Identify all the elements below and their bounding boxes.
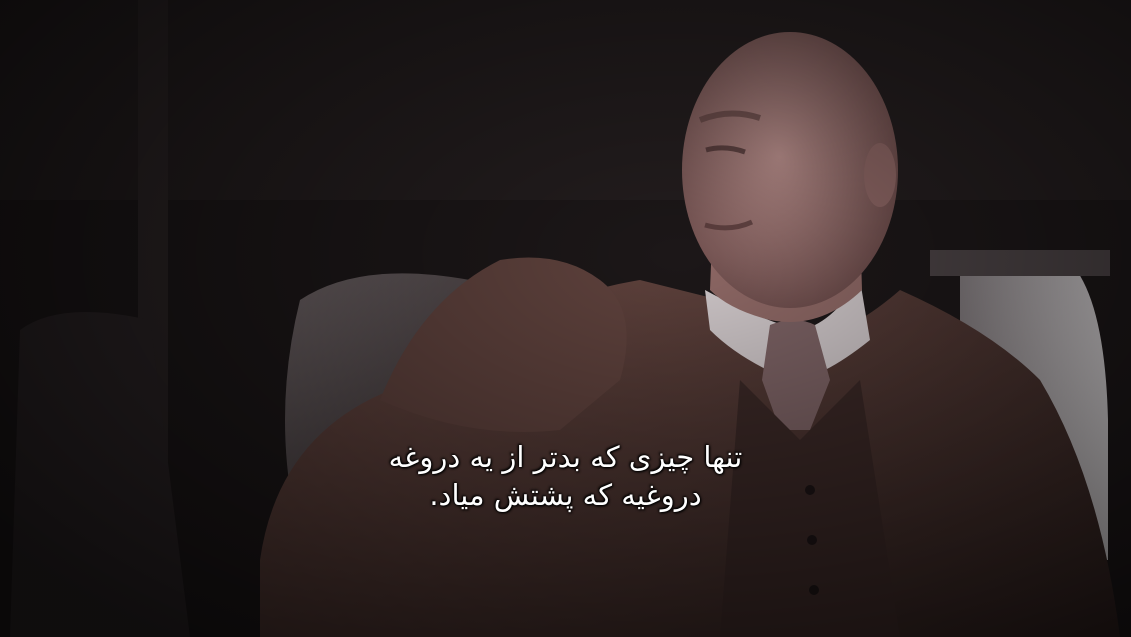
subtitle-caption: [200, 438, 931, 514]
subtitle-line-2: دروغیه که پشتش میاد.: [429, 478, 702, 512]
subtitle-line-1: تنها چیزی که بدتر از یه دروغه: [388, 440, 743, 474]
